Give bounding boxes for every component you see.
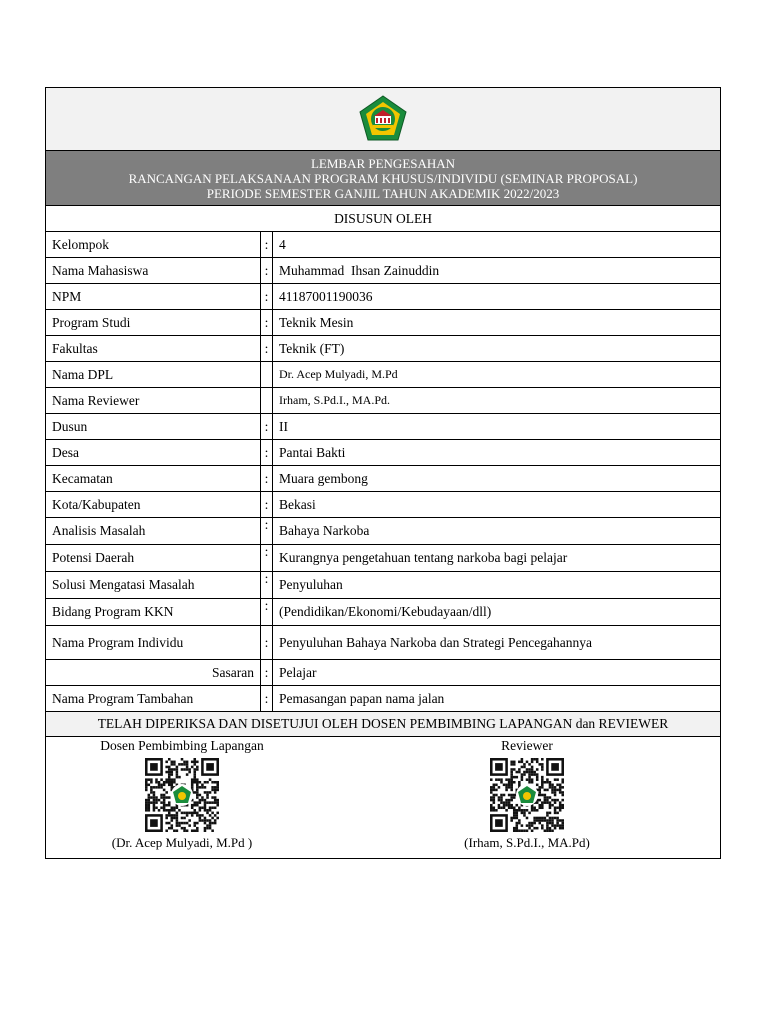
reviewer-name: (Irham, S.Pd.I., MA.Pd) (464, 835, 590, 850)
table-row (46, 284, 720, 310)
row-value: 41187001190036 (273, 284, 721, 310)
title-line-2: RANCANGAN PELAKSANAAN PROGRAM KHUSUS/INDIVIDU (SEMINAR PROPOSAL) (128, 170, 638, 186)
row-value: Muhammad Ihsan Zainuddin (273, 258, 721, 284)
row-separator: : (261, 492, 273, 518)
row-separator (261, 388, 273, 414)
table-row (46, 232, 720, 258)
table-row (46, 310, 720, 336)
reviewer-role: Reviewer (501, 738, 553, 753)
qr-code-icon (490, 758, 564, 832)
row-separator: : (261, 414, 273, 440)
logo-row (46, 88, 720, 151)
row-label: Nama DPL (46, 362, 261, 388)
row-value: Dr. Acep Mulyadi, M.Pd (273, 362, 721, 388)
qr-code-icon (145, 758, 219, 832)
table-row (46, 336, 720, 362)
row-separator: : (261, 545, 273, 572)
row-label: Potensi Daerah (46, 545, 261, 572)
row-value: Pantai Bakti (273, 440, 721, 466)
row-value: II (273, 414, 721, 440)
row-value: Teknik (FT) (273, 336, 721, 362)
row-label: Kelompok (46, 232, 261, 258)
row-value: Bekasi (273, 492, 721, 518)
row-separator: : (261, 232, 273, 258)
row-separator: : (261, 660, 273, 686)
table-row (46, 572, 720, 599)
row-separator: : (261, 572, 273, 599)
dpl-role: Dosen Pembimbing Lapangan (100, 738, 264, 753)
row-label: Dusun (46, 414, 261, 440)
row-label: NPM (46, 284, 261, 310)
dpl-name: (Dr. Acep Mulyadi, M.Pd ) (111, 835, 253, 850)
row-value: Kurangnya pengetahuan tentang narkoba bagi pelajar (273, 545, 721, 572)
approval-sheet (45, 87, 721, 859)
table-row (46, 440, 720, 466)
university-crest-icon (358, 94, 408, 144)
row-separator: : (261, 336, 273, 362)
title-line-1: LEMBAR PENGESAHAN (310, 155, 456, 171)
row-label: Program Studi (46, 310, 261, 336)
row-separator: : (261, 466, 273, 492)
table-row (46, 362, 720, 388)
row-value: Penyuluhan (273, 572, 721, 599)
row-separator: : (261, 518, 273, 545)
row-separator: : (261, 284, 273, 310)
row-separator: : (261, 258, 273, 284)
signature-area (46, 737, 720, 858)
identity-table (46, 232, 720, 712)
row-separator: : (261, 310, 273, 336)
row-label: Analisis Masalah (46, 518, 261, 545)
table-row (46, 466, 720, 492)
row-label: Nama Program Individu (46, 626, 261, 660)
reviewer-signature-block (397, 737, 657, 851)
row-value: Irham, S.Pd.I., MA.Pd. (273, 388, 721, 414)
table-row (46, 492, 720, 518)
table-row (46, 258, 720, 284)
row-label: Kecamatan (46, 466, 261, 492)
row-value: (Pendidikan/Ekonomi/Kebudayaan/dll) (273, 599, 721, 626)
row-value: Muara gembong (273, 466, 721, 492)
row-separator (261, 362, 273, 388)
row-value: Teknik Mesin (273, 310, 721, 336)
table-row (46, 599, 720, 626)
row-value: Penyuluhan Bahaya Narkoba dan Strategi Pencegahannya (273, 626, 721, 660)
row-separator: : (261, 686, 273, 712)
approval-heading: TELAH DIPERIKSA DAN DISETUJUI OLEH DOSEN PEMBIMBING LAPANGAN dan REVIEWER (46, 712, 720, 737)
row-label: Bidang Program KKN (46, 599, 261, 626)
table-row (46, 545, 720, 572)
row-label: Desa (46, 440, 261, 466)
table-row (46, 414, 720, 440)
table-row (46, 660, 720, 686)
row-label: Fakultas (46, 336, 261, 362)
disusun-heading: DISUSUN OLEH (46, 206, 720, 232)
row-label: Nama Program Tambahan (46, 686, 261, 712)
row-label: Kota/Kabupaten (46, 492, 261, 518)
row-label: Nama Mahasiswa (46, 258, 261, 284)
row-separator: : (261, 440, 273, 466)
table-row (46, 626, 720, 660)
table-row (46, 388, 720, 414)
row-value: Pelajar (273, 660, 721, 686)
row-label: Nama Reviewer (46, 388, 261, 414)
row-value: Bahaya Narkoba (273, 518, 721, 545)
row-separator: : (261, 626, 273, 660)
dpl-signature-block (52, 737, 312, 851)
row-separator: : (261, 599, 273, 626)
table-row (46, 686, 720, 712)
document-title (46, 151, 720, 206)
row-label: Solusi Mengatasi Masalah (46, 572, 261, 599)
row-value: 4 (273, 232, 721, 258)
row-value: Pemasangan papan nama jalan (273, 686, 721, 712)
table-row (46, 518, 720, 545)
row-label: Sasaran (46, 660, 261, 686)
title-line-3: PERIODE SEMESTER GANJIL TAHUN AKADEMIK 2022/2023 (206, 185, 560, 201)
